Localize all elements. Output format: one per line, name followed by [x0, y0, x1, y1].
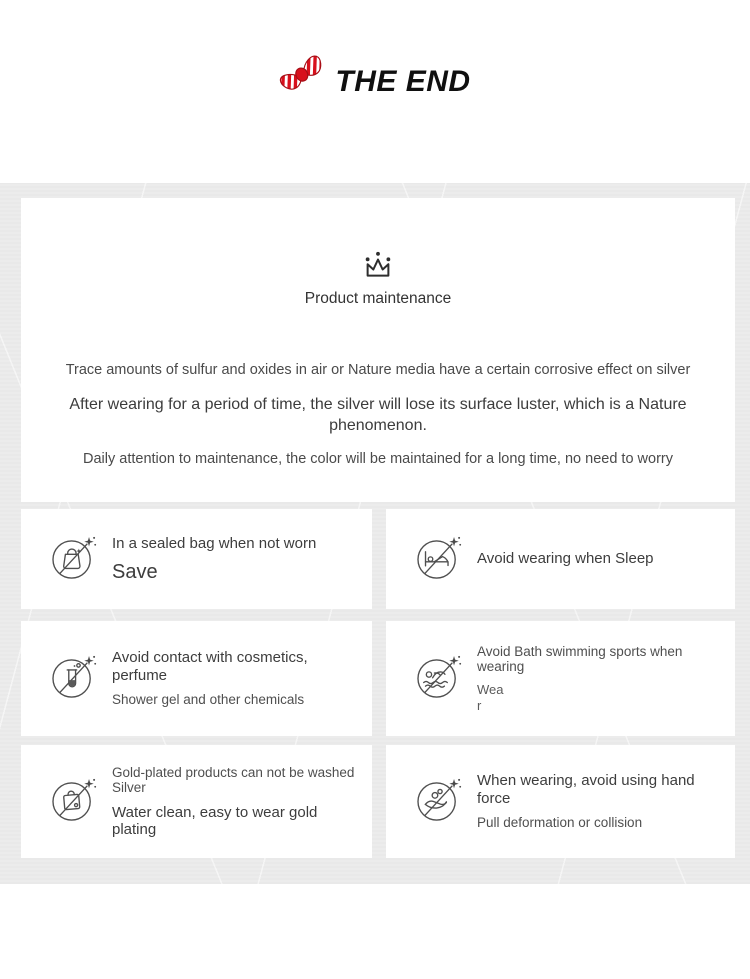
tip-subtitle: Water clean, easy to wear gold plating — [112, 803, 318, 839]
maintenance-line: Trace amounts of sulfur and oxides in air or Nature media have a certain corrosive effect on silver — [65, 362, 691, 378]
tip-title: Avoid wearing when Sleep — [477, 550, 654, 568]
no-bag-storage-icon — [48, 535, 97, 584]
no-swimming-icon — [413, 654, 462, 703]
tip-subtitle: Shower gel and other chemicals — [112, 691, 305, 707]
tip-subtitle: Save — [112, 560, 158, 583]
tip-text — [477, 772, 735, 830]
end-header — [0, 52, 750, 112]
tip-text — [112, 535, 324, 582]
no-wear-sleeping-icon — [413, 535, 462, 584]
tip-title: Gold-plated products can not be washed Silver — [112, 764, 355, 796]
maintenance-heading: Product maintenance — [304, 290, 452, 307]
tip-text — [477, 550, 662, 567]
tip-card-chemicals — [21, 621, 372, 736]
tip-title: Avoid contact with cosmetics, perfume — [112, 649, 308, 684]
tip-title: Avoid Bath swimming sports when wearing — [477, 643, 683, 675]
maintenance-line: Daily attention to maintenance, the color will be maintained for a long time, no need to worry — [83, 451, 673, 467]
no-washing-icon — [48, 777, 97, 826]
tip-subtitle: Pull deformation or collision — [477, 814, 643, 830]
tip-title: When wearing, avoid using hand force — [477, 772, 695, 807]
tip-text — [477, 644, 735, 714]
crown-icon — [360, 248, 396, 280]
maintenance-text — [21, 360, 735, 470]
tip-card-pulling — [386, 745, 735, 858]
tip-title: In a sealed bag when not worn — [112, 535, 317, 553]
red-striped-bow-icon — [275, 50, 329, 100]
no-chemicals-icon — [48, 654, 97, 703]
product-maintenance-card — [21, 198, 735, 502]
end-title: THE END — [335, 65, 471, 98]
tip-subtitle-wrap — [477, 683, 727, 714]
maintenance-line: After wearing for a period of time, the silver will lose its surface luster, which is a Nature phenomenon. — [69, 396, 687, 434]
tip-card-swimming — [386, 621, 735, 736]
tip-card-washing — [21, 745, 372, 858]
no-pulling-icon — [413, 777, 462, 826]
tip-card-sleep — [386, 509, 735, 609]
tip-card-storage — [21, 509, 372, 609]
tip-subtitle-overflow: r — [477, 698, 482, 714]
tip-text — [112, 649, 372, 707]
tip-subtitle: Wea — [477, 681, 504, 697]
tip-text — [112, 765, 372, 839]
